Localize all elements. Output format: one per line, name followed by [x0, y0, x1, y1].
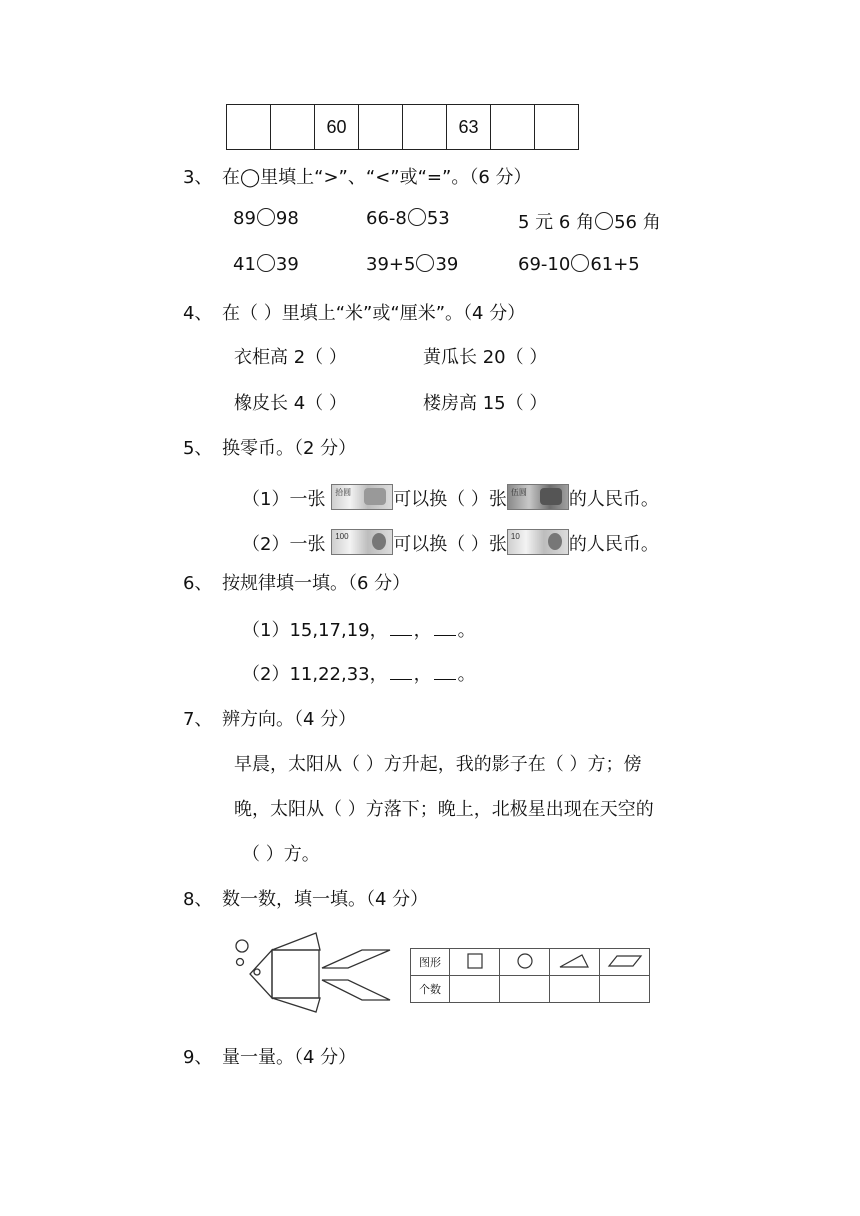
bubble-small-icon [237, 959, 244, 966]
compare-item: 69-10 61+5 [518, 254, 640, 275]
answer-circle[interactable] [257, 254, 275, 272]
grid-cell[interactable] [271, 105, 315, 150]
exchange-line: （1）一张 拾圆 可以换（ ）张 伍圆 的人民币。 [242, 484, 659, 511]
parallelogram-shape [322, 980, 390, 1000]
banknote-ten-yuan-old-icon: 拾圆 [331, 484, 393, 510]
question-title: 辨方向。（4 分） [222, 709, 357, 730]
table-header-label: 图形 [411, 949, 450, 976]
grid-cell[interactable] [403, 105, 447, 150]
square-shape [272, 950, 319, 998]
bubble-large-icon [236, 940, 248, 952]
question-number: 3、 [183, 167, 213, 188]
question-title: 换零币。（2 分） [222, 438, 357, 459]
banknote-hundred-yuan-icon: 100 [331, 529, 393, 555]
answer-circle[interactable] [408, 208, 426, 226]
question-title: 在（ ）里填上“米”或“厘米”。（4 分） [222, 303, 526, 324]
banknote-five-yuan-old-icon: 伍圆 [507, 484, 569, 510]
triangle-shape [250, 950, 272, 998]
question-number: 9、 [183, 1047, 213, 1068]
triangle-shape [272, 998, 320, 1012]
answer-circle[interactable] [571, 254, 589, 272]
answer-blank[interactable] [390, 665, 412, 680]
table-row-label: 个数 [411, 976, 450, 1003]
question-number: 8、 [183, 889, 213, 910]
circle-icon [500, 949, 550, 976]
fill-item[interactable]: 衣柜高 2（ ） [234, 347, 347, 368]
answer-blank[interactable] [390, 621, 412, 636]
question-title: 量一量。（4 分） [222, 1047, 357, 1068]
grid-cell[interactable] [359, 105, 403, 150]
sequence-line: （2）11,22,33， ， 。 [242, 664, 476, 685]
grid-cell[interactable] [535, 105, 579, 150]
count-cell[interactable] [450, 976, 500, 1003]
question-number: 6、 [183, 573, 213, 594]
compare-item: 89 98 [233, 208, 299, 229]
count-cell[interactable] [600, 976, 650, 1003]
grid-cell: 63 [447, 105, 491, 150]
fill-item[interactable]: 黄瓜长 20（ ） [423, 347, 548, 368]
triangle-icon [550, 949, 600, 976]
answer-circle[interactable] [257, 208, 275, 226]
compare-item: 5 元 6 角 56 角 [518, 212, 661, 233]
sequence-line: （1）15,17,19， ， 。 [242, 620, 476, 641]
question-number: 7、 [183, 709, 213, 730]
parallelogram-shape [322, 950, 390, 968]
answer-blank[interactable] [434, 621, 456, 636]
question-title: 按规律填一填。（6 分） [222, 573, 411, 594]
parallelogram-icon [600, 949, 650, 976]
compare-item: 41 39 [233, 254, 299, 275]
compare-item: 39+5 39 [366, 254, 459, 275]
square-icon [450, 949, 500, 976]
fill-item[interactable]: 橡皮长 4（ ） [234, 393, 347, 414]
answer-circle[interactable] [595, 212, 613, 230]
grid-cell[interactable] [227, 105, 271, 150]
number-grid [226, 104, 579, 150]
fill-item[interactable]: 楼房高 15（ ） [423, 393, 548, 414]
grid-cell[interactable] [491, 105, 535, 150]
count-cell[interactable] [500, 976, 550, 1003]
exchange-line: （2）一张 100 可以换（ ）张 10 的人民币。 [242, 529, 659, 556]
triangle-shape [272, 933, 320, 950]
question-number: 5、 [183, 438, 213, 459]
question-title: 数一数，填一填。（4 分） [222, 889, 429, 910]
shape-count-table [410, 948, 650, 1003]
paragraph-line[interactable]: 晚，太阳从（ ）方落下；晚上，北极星出现在天空的 [234, 799, 654, 820]
answer-blank[interactable] [434, 665, 456, 680]
fish-eye-icon [254, 969, 260, 975]
paragraph-line[interactable]: 早晨，太阳从（ ）方升起，我的影子在（ ）方；傍 [234, 754, 642, 775]
banknote-ten-yuan-icon: 10 [507, 529, 569, 555]
count-cell[interactable] [550, 976, 600, 1003]
answer-circle[interactable] [416, 254, 434, 272]
compare-item: 66-8 53 [366, 208, 450, 229]
fish-shape-figure [230, 928, 400, 1020]
question-title: 在◯里填上“>”、“<”或“=”。（6 分） [222, 167, 532, 188]
paragraph-line[interactable]: （ ）方。 [242, 844, 320, 865]
grid-cell: 60 [315, 105, 359, 150]
question-number: 4、 [183, 303, 213, 324]
